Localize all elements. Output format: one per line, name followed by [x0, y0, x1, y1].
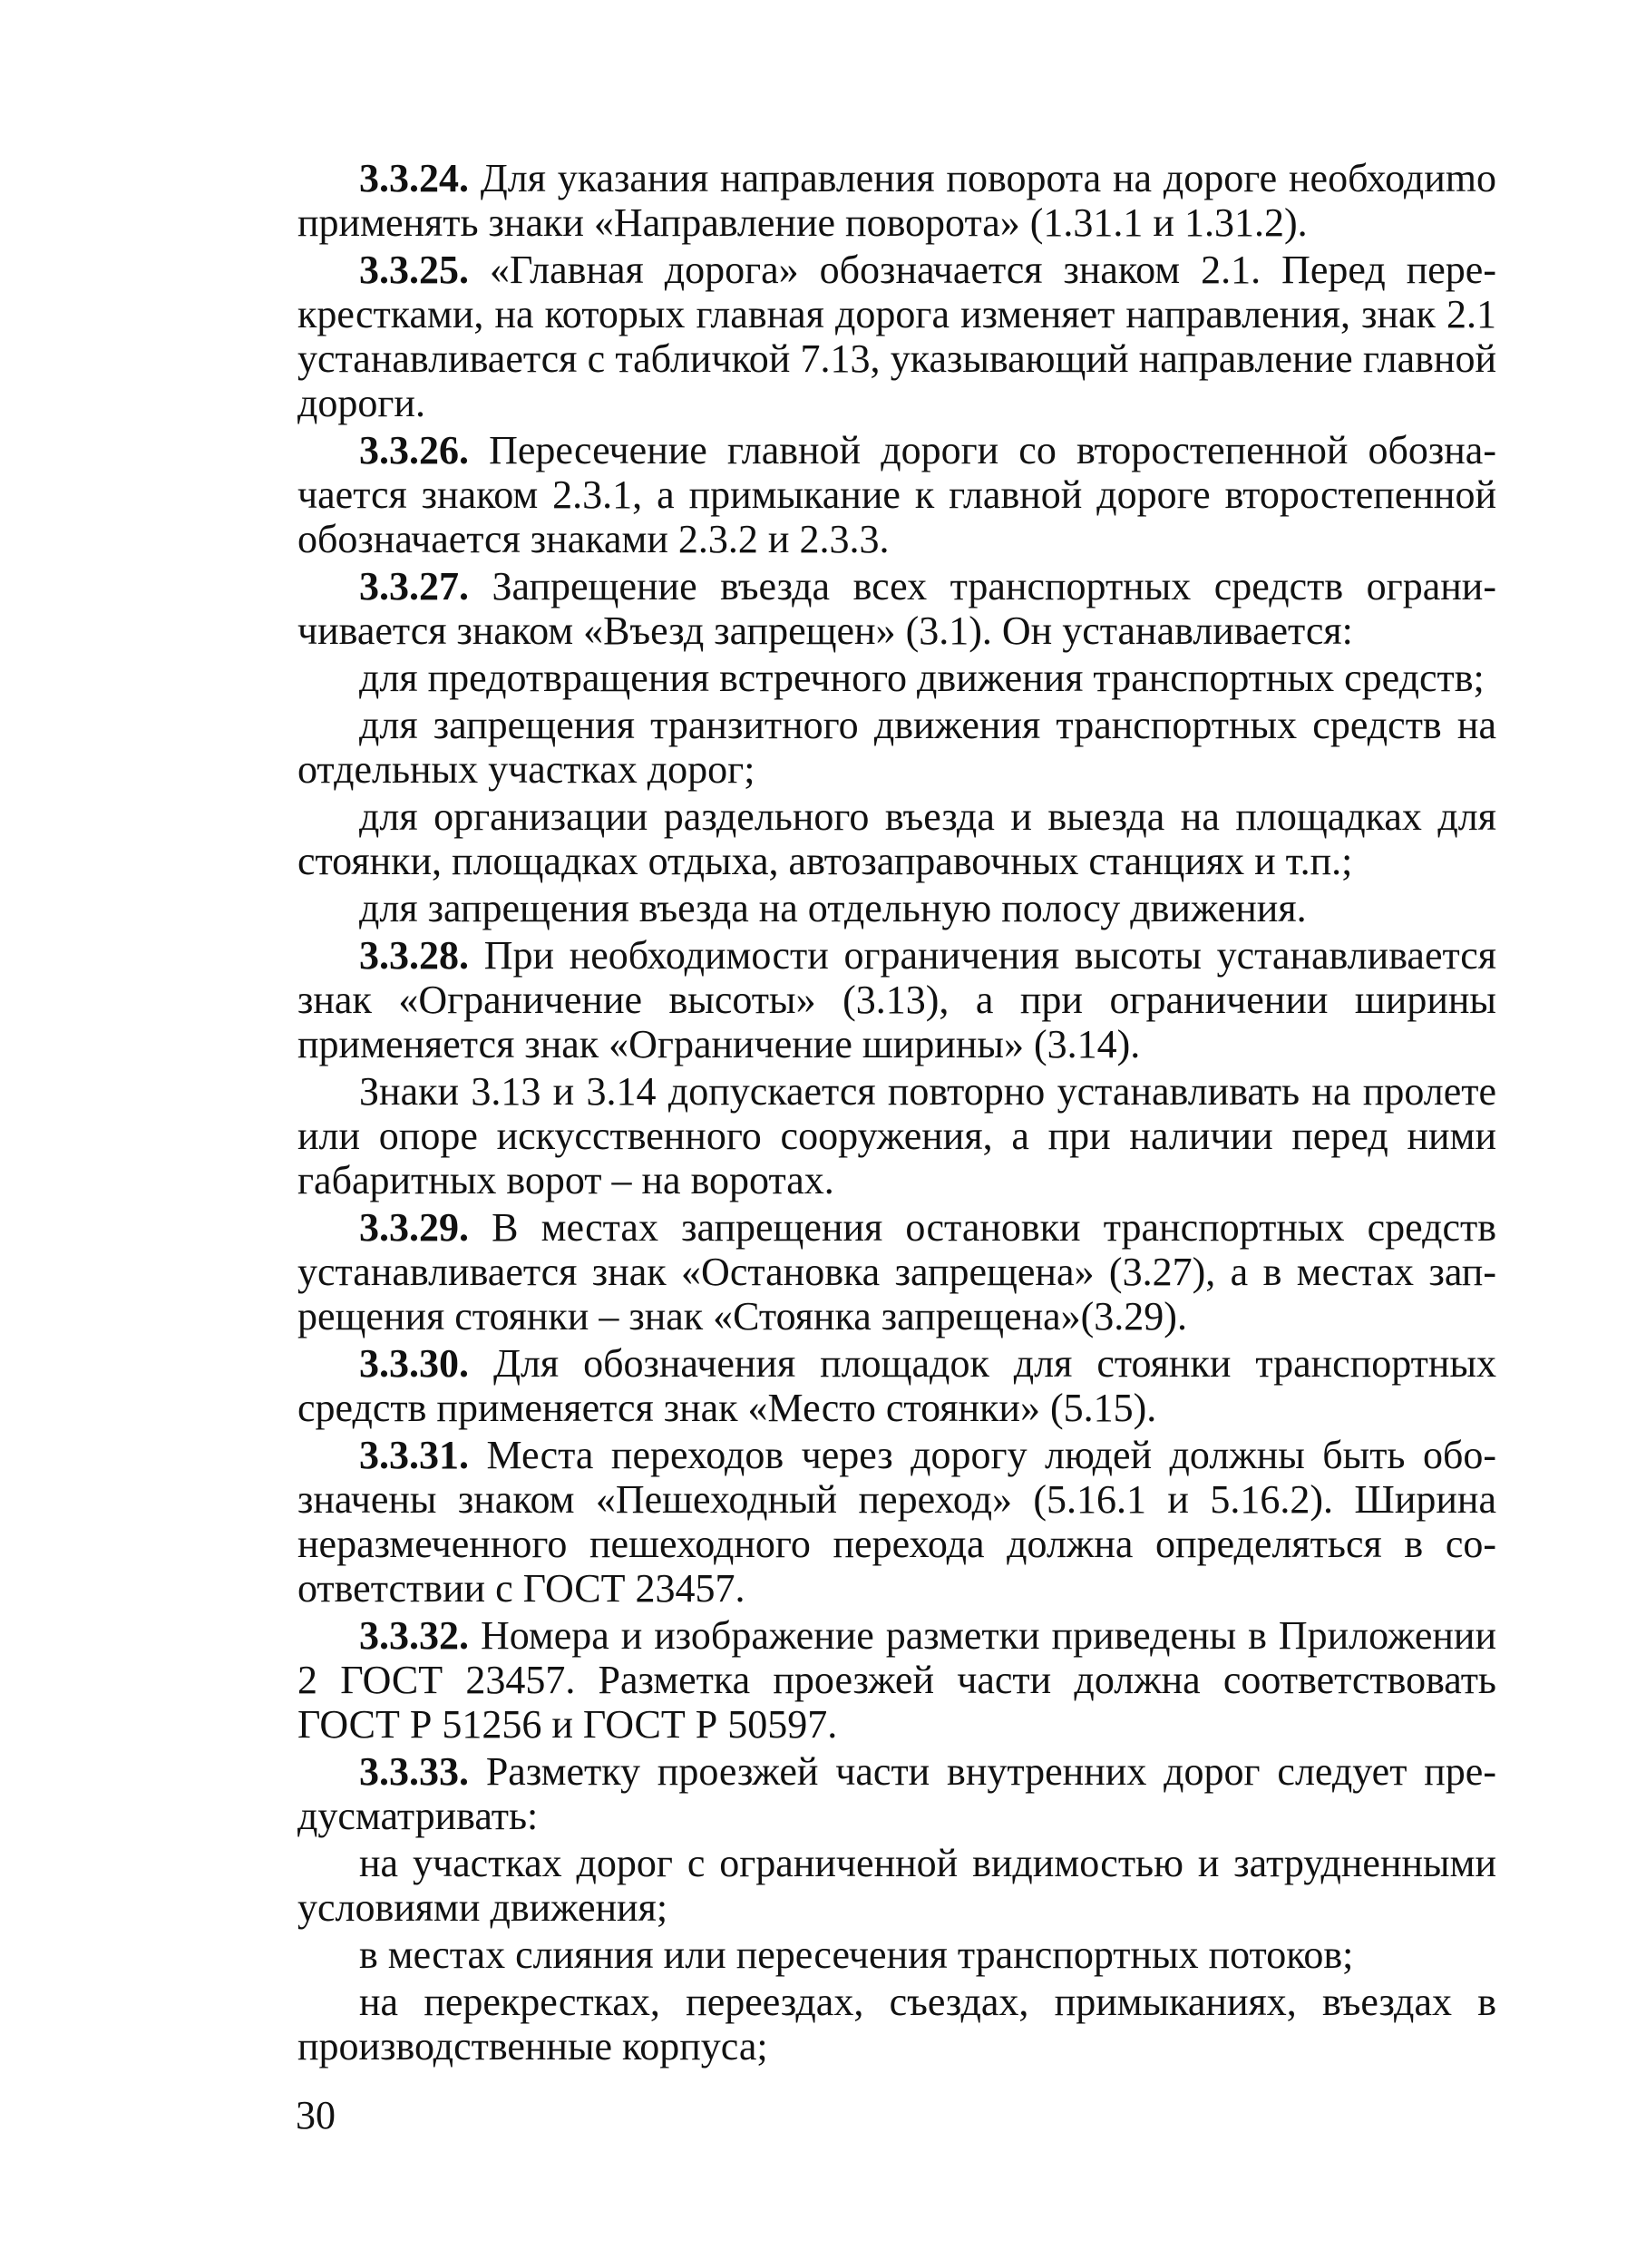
paragraph-text: на перекрестках, переездах, съездах, примыканиях, въездах в производственные корпуса;	[297, 1980, 1496, 2068]
clause-number: 3.3.26.	[359, 428, 469, 472]
document-body	[297, 156, 1496, 2071]
paragraph-text: Знаки 3.13 и 3.14 допускается повторно устанавливать на пролете или опоре искусственного сооружения, а при наличии перед ними габаритных ворот – на воротах.	[297, 1069, 1496, 1202]
paragraph-3-3-33	[297, 1749, 1496, 1838]
paragraph-text: в местах слияния или пересечения транспортных потоков;	[359, 1932, 1354, 1977]
paragraph-text: В местах запрещения остановки транспортных средств устанавливается знак «Остановка запрещена» (3.27), а в местах запрещения стоянки – знак «Стоянка запрещена»(3.29).	[297, 1205, 1496, 1338]
paragraph-signs-repeat	[297, 1069, 1496, 1202]
paragraph-text: Запрещение въезда всех транспортных средств ограничивается знаком «Въезд запрещен» (3.1). Он устанавливается:	[297, 564, 1496, 653]
paragraph-text: Разметку проезжей части внутренних дорог следует предусматривать:	[297, 1749, 1496, 1838]
list-item-intersections	[297, 1980, 1496, 2068]
clause-number: 3.3.33.	[359, 1749, 469, 1794]
paragraph-text: При необходимости ограничения высоты устанавливается знак «Ограничение высоты» (3.13), а при ограничении ширины применяется знак «Ограничение ширины» (3.14).	[297, 933, 1496, 1066]
paragraph-text: на участках дорог с ограниченной видимостью и затрудненными условиями движения;	[297, 1841, 1496, 1930]
paragraph-text: Для обозначения площадок для стоянки транспортных средств применяется знак «Место стоянки» (5.15).	[297, 1341, 1496, 1430]
paragraph-3-3-32	[297, 1613, 1496, 1747]
list-item-transit-traffic	[297, 703, 1496, 792]
paragraph-3-3-27	[297, 564, 1496, 653]
paragraph-3-3-31	[297, 1433, 1496, 1611]
paragraph-text: Номера и изображение разметки приведены в Приложении 2 ГОСТ 23457. Разметка проезжей части должна соответствовать ГОСТ Р 51256 и ГОСТ Р 50597.	[297, 1613, 1496, 1747]
clause-number: 3.3.31.	[359, 1433, 469, 1477]
paragraph-3-3-29	[297, 1205, 1496, 1338]
paragraph-3-3-26	[297, 428, 1496, 561]
paragraph-3-3-30	[297, 1341, 1496, 1430]
paragraph-text: Пересечение главной дороги со второстепенной обозначается знаком 2.3.1, а примыкание к главной дороге второстепенной обозначается знаками 2.3.2 и 2.3.3.	[297, 428, 1496, 561]
clause-number: 3.3.30.	[359, 1341, 469, 1386]
paragraph-3-3-28	[297, 933, 1496, 1066]
paragraph-text: для организации раздельного въезда и выезда на площадках для стоянки, площадках отдыха, автозаправочных станциях и т.п.;	[297, 794, 1496, 883]
clause-number: 3.3.24.	[359, 156, 469, 200]
paragraph-text: Места переходов через дорогу людей должны быть обозначены знаком «Пешеходный переход» (5.16.1 и 5.16.2). Ширина неразмеченного пешеходного перехода должна определяться в соответствии с ГОСТ 23457.	[297, 1433, 1496, 1611]
clause-number: 3.3.32.	[359, 1613, 469, 1658]
list-item-lane-entry	[297, 886, 1496, 930]
list-item-oncoming-traffic	[297, 656, 1496, 700]
paragraph-text: Для указания направления поворота на дороге необходиmо применять знаки «Направление поворота» (1.31.1 и 1.31.2).	[297, 156, 1496, 245]
list-item-merging-flows	[297, 1932, 1496, 1977]
clause-number: 3.3.29.	[359, 1205, 469, 1250]
paragraph-3-3-24	[297, 156, 1496, 245]
paragraph-text: для запрещения въезда на отдельную полосу движения.	[359, 886, 1307, 930]
paragraph-text: «Главная дорога» обозначается знаком 2.1. Перед перекрестками, на которых главная дорога изменяет направления, знак 2.1 устанавливается с табличкой 7.13, указывающий направление главной дороги.	[297, 248, 1496, 425]
clause-number: 3.3.25.	[359, 248, 469, 292]
paragraph-text: для предотвращения встречного движения транспортных средств;	[359, 656, 1485, 700]
page-number: 30	[296, 2093, 336, 2137]
list-item-limited-visibility	[297, 1841, 1496, 1930]
clause-number: 3.3.28.	[359, 933, 469, 978]
paragraph-text: для запрещения транзитного движения транспортных средств на отдельных участках дорог;	[297, 703, 1496, 792]
list-item-separate-entry	[297, 794, 1496, 883]
paragraph-3-3-25	[297, 248, 1496, 425]
clause-number: 3.3.27.	[359, 564, 469, 608]
